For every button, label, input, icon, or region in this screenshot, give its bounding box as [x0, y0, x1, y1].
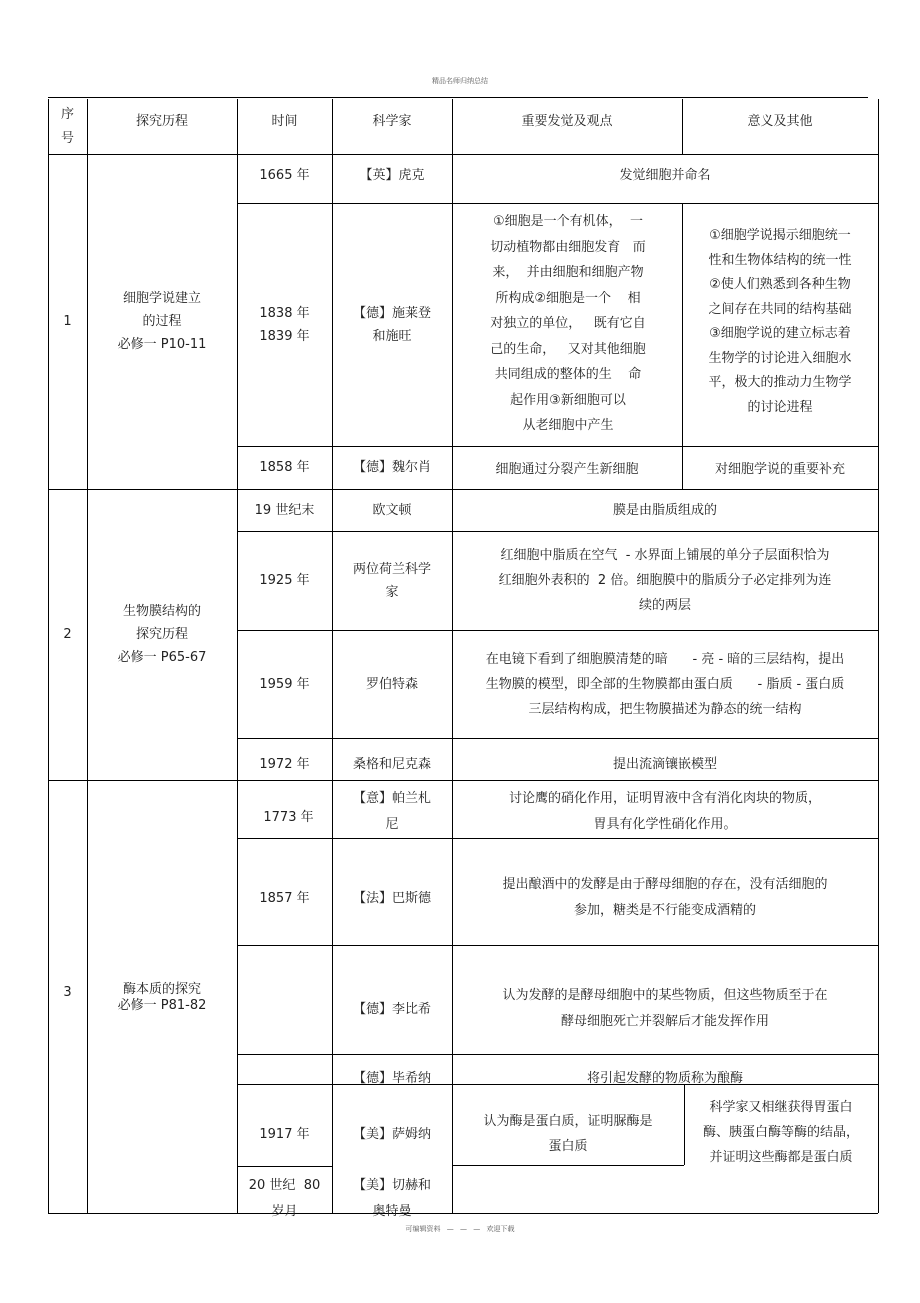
s3-r4-finding: 将引起发酵的物质称为酿酶	[586, 1070, 743, 1086]
s1-r1-time: 1665 年	[259, 168, 310, 183]
s2-r1-scientist: 欧文顿	[372, 502, 412, 518]
s2-r2-finding: 红细胞中脂质在空气 - 水界面上铺展的单分子层面积恰为 红细胞外表积的 2 倍。细胞膜中的脂质分子必定排列为连 续的两层	[498, 548, 832, 613]
header-finding: 重要发觉及观点	[521, 114, 613, 129]
s3-r1-time: 1773 年	[263, 810, 314, 825]
s3-r5-time: 1917 年	[259, 1126, 310, 1142]
s2-r4-finding: 提出流滴镶嵌模型	[612, 756, 717, 772]
s1-r2-time: 1838 年 1839 年	[259, 305, 310, 344]
s3-r4-time	[237, 1054, 332, 1084]
s1-r2-meaning: ①细胞学说揭示细胞统一 性和生物体结构的统一性 ②使人们熟悉到各种生物 之间存在共同的结构基础 ③细胞学说的建立标志着 生物学的讨论进入细胞水 平，极大的推动力生物学 的讨论进程	[708, 228, 852, 415]
s2-r2-time: 1925 年	[259, 573, 310, 588]
header-no: 序 号	[60, 106, 74, 146]
section-1-topic: 细胞学说建立 的过程 必修一 P10-11	[117, 291, 207, 352]
s3-r3-scientist: 【德】李比希	[352, 1001, 431, 1017]
s1-r3-finding: 细胞通过分裂产生新细胞	[495, 462, 639, 477]
s3-r3-time	[237, 945, 332, 1054]
s1-r1-scientist: 【英】虎克	[359, 168, 425, 183]
page-footer: 可编辑资料 — — — 欢迎下载	[405, 1225, 515, 1233]
section-3-number: 3	[63, 985, 72, 1000]
header-scientist: 科学家	[372, 114, 412, 129]
header-meaning: 意义及其他	[747, 114, 813, 129]
s3-r2-finding: 提出酿酒中的发酵是由于酵母细胞的存在，没有活细胞的 参加，糖类是不行能变成酒精的	[502, 877, 828, 918]
s1-r3-meaning: 对细胞学说的重要补充	[714, 462, 845, 477]
s2-r3-scientist: 罗伯特森	[365, 676, 418, 692]
s2-r1-time: 19 世纪末	[254, 502, 315, 518]
s3-r2-time: 1857 年	[259, 890, 310, 906]
s1-r2-scientist: 【德】施莱登 和施旺	[352, 305, 431, 344]
s2-r3-finding: 在电镜下看到了细胞膜清楚的暗 - 亮 - 暗的三层结构，提出 生物膜的模型，即全部的生物膜都由蛋白质 - 脂质 - 蛋白质 三层结构构成，把生物膜描述为静态的统一结构	[485, 651, 845, 717]
col-divider-4	[452, 99, 453, 1213]
section-2-number: 2	[63, 627, 72, 642]
s3-r3-finding: 认为发酵的是酵母细胞中的某些物质，但这些物质至于在 酵母细胞死亡并裂解后才能发挥作用	[502, 988, 828, 1029]
s1-r3-time: 1858 年	[259, 460, 310, 475]
s2-r1-finding: 膜是由脂质组成的	[612, 502, 717, 518]
s3-r6-scientist: 【美】切赫和 奥特曼	[352, 1178, 431, 1219]
s3-r4-scientist: 【德】毕希纳	[352, 1070, 431, 1086]
page-header: 精品名师归纳总结	[432, 77, 488, 85]
s2-r3-time: 1959 年	[259, 676, 310, 692]
s3-r1-finding: 讨论鹰的硝化作用，证明胃液中含有消化肉块的物质， 胃具有化学性硝化作用。	[508, 791, 821, 832]
header-history: 探究历程	[135, 114, 188, 129]
s3-r5-finding: 认为酶是蛋白质，证明脲酶是 蛋白质	[483, 1114, 653, 1154]
table-border-right	[878, 99, 879, 1213]
s3-r5-meaning: 科学家又相继获得胃蛋白 酶、胰蛋白酶等酶的结晶， 并证明这些酶都是蛋白质	[702, 1099, 859, 1165]
s2-r2-scientist: 两位荷兰科学 家	[352, 561, 431, 600]
s1-r3-scientist: 【德】魏尔肖	[352, 460, 431, 475]
s3-r6-time: 20 世纪 80 岁月	[248, 1178, 321, 1219]
s3-r1-scientist: 【意】帕兰札 尼	[352, 791, 431, 832]
s2-r4-time: 1972 年	[259, 756, 310, 772]
section-2-topic: 生物膜结构的 探究历程 必修一 P65-67	[117, 604, 207, 665]
s1-r2-finding: ①细胞是一个有机体， 一 切动植物都由细胞发育 而 来， 并由细胞和细胞产物 所构成②细胞是一个 相 对独立的单位， 既有它自 己的生命， 又对其他细胞 共同组成的整体的生 命 起作用③新细胞可以 从老细胞中产生	[490, 214, 646, 434]
s2-r4-scientist: 桑格和尼克森	[352, 756, 431, 772]
s3-r5-scientist: 【美】萨姆纳	[352, 1126, 431, 1142]
section-3-topic: 酶本质的探究 必修一 P81-82	[117, 981, 207, 1013]
header-time: 时间	[271, 114, 298, 129]
s3-r2-scientist: 【法】巴斯德	[352, 890, 431, 906]
s1-r1-finding: 发觉细胞并命名	[619, 168, 711, 183]
section-1-number: 1	[63, 314, 72, 329]
